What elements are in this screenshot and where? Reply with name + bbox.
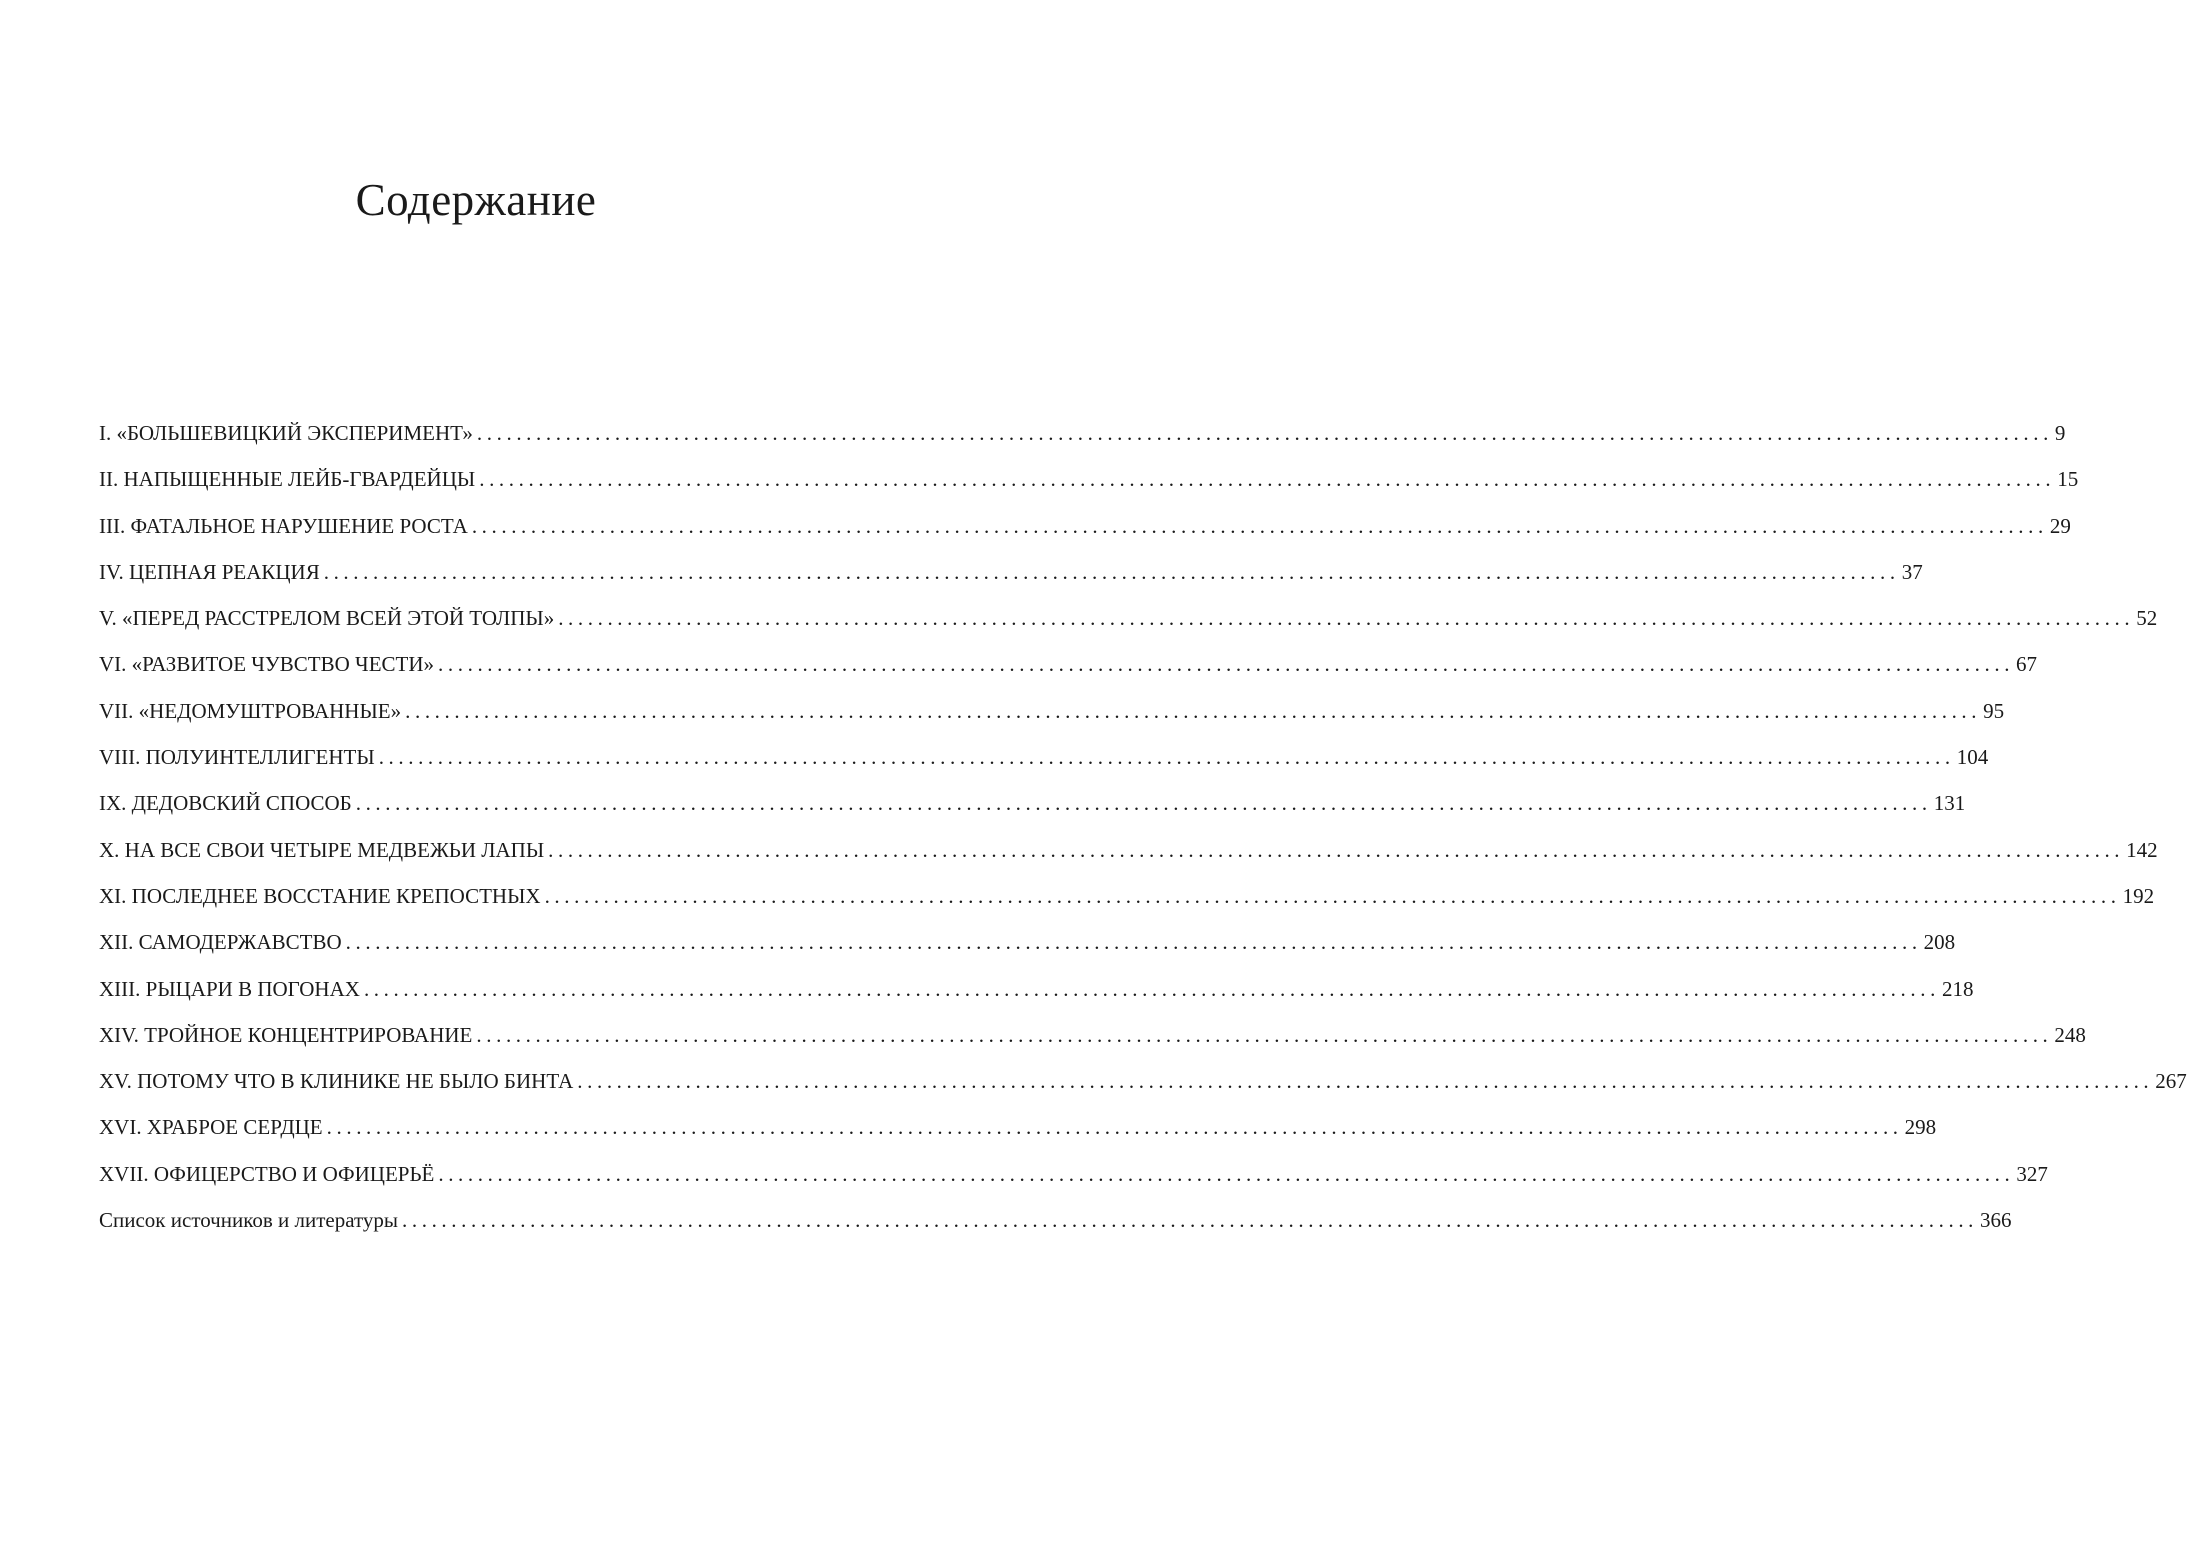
toc-entry-page: 192: [2122, 883, 2155, 908]
toc-entry: [99, 1156, 2048, 1202]
toc-entry-title: III. ФАТАЛЬНОЕ НАРУШЕНИЕ РОСТА: [99, 513, 468, 538]
toc-entry-title: XVII. ОФИЦЕРСТВО И ОФИЦЕРЬЁ: [99, 1161, 435, 1186]
toc-entry-title: V. «ПЕРЕД РАССТРЕЛОМ ВСЕЙ ЭТОЙ ТОЛПЫ»: [99, 606, 555, 631]
toc-entry-title: XI. ПОСЛЕДНЕЕ ВОССТАНИЕ КРЕПОСТНЫХ: [99, 883, 541, 908]
toc-entry-page: 67: [2016, 652, 2038, 677]
dot-leader: ................................................................................................................................................................: [402, 1208, 1979, 1233]
toc-entry-title: IX. ДЕДОВСКИЙ СПОСОБ: [99, 791, 352, 816]
dot-leader: ................................................................................................................................................................: [405, 698, 1982, 723]
toc-entry-page: 248: [2054, 1022, 2086, 1047]
toc-entry: [99, 739, 1989, 785]
dot-leader: ................................................................................................................................................................: [345, 930, 1922, 955]
toc-entry-title: XII. САМОДЕРЖАВСТВО: [99, 930, 342, 955]
dot-leader: ................................................................................................................................................................: [378, 745, 1955, 770]
toc-entry: [99, 924, 1956, 970]
toc-entry-title: VII. «НЕДОМУШТРОВАННЫЕ»: [99, 698, 402, 723]
toc-entry: [99, 461, 2079, 507]
toc-entry: [99, 1017, 2086, 1063]
toc-entry: [99, 646, 2038, 692]
dot-leader: ................................................................................................................................................................: [438, 1161, 2015, 1186]
toc-entry-page: 267: [2155, 1069, 2187, 1094]
toc-entry-title: Список источников и литературы: [99, 1208, 399, 1233]
dot-leader: ................................................................................................................................................................: [438, 652, 2015, 677]
toc-entry-page: 131: [1933, 791, 1966, 816]
dot-leader: ................................................................................................................................................................: [476, 1022, 2053, 1047]
toc-entry: [99, 971, 1974, 1017]
dot-leader: ................................................................................................................................................................: [548, 837, 2125, 862]
dot-leader: ................................................................................................................................................................: [355, 791, 1932, 816]
dot-leader: ................................................................................................................................................................: [323, 559, 1900, 584]
dot-leader: ................................................................................................................................................................: [479, 467, 2056, 492]
toc-entry-page: 9: [2054, 421, 2066, 445]
toc-entry: [99, 508, 2071, 554]
toc-entry-title: IV. ЦЕПНАЯ РЕАКЦИЯ: [99, 559, 320, 584]
table-of-contents: [99, 415, 2187, 1248]
toc-entry-title: XV. ПОТОМУ ЧТО В КЛИНИКЕ НЕ БЫЛО БИНТА: [99, 1069, 574, 1094]
toc-entry-title: X. НА ВСЕ СВОИ ЧЕТЫРЕ МЕДВЕЖЬИ ЛАПЫ: [99, 837, 545, 862]
toc-entry-page: 327: [2016, 1161, 2048, 1186]
toc-entry-page: 366: [1980, 1208, 2012, 1233]
dot-leader: ................................................................................................................................................................: [326, 1115, 1903, 1140]
toc-entry-title: II. НАПЫЩЕННЫЕ ЛЕЙБ-ГВАРДЕЙЦЫ: [99, 467, 476, 492]
toc-entry-page: 208: [1923, 930, 1956, 955]
toc-entry: [99, 1109, 1937, 1155]
dot-leader: ................................................................................................................................................................: [544, 883, 2121, 908]
toc-entry: [99, 1063, 2187, 1109]
dot-leader: ................................................................................................................................................................: [363, 976, 1940, 1001]
toc-entry-page: 52: [2136, 606, 2158, 631]
toc-entry: [99, 554, 1923, 600]
toc-entry-title: XVI. ХРАБРОЕ СЕРДЦЕ: [99, 1115, 323, 1140]
toc-entry: [99, 785, 1966, 831]
toc-entry-page: 37: [1901, 559, 1923, 584]
toc-entry-page: 29: [2049, 513, 2071, 538]
toc-entry-page: 298: [1904, 1115, 1937, 1140]
toc-entry: [99, 415, 2066, 461]
page-title: Содержание: [355, 175, 597, 225]
toc-entry: [99, 878, 2155, 924]
toc-entry: [99, 832, 2158, 878]
toc-entry-title: XIII. РЫЦАРИ В ПОГОНАХ: [99, 976, 360, 1001]
toc-entry-title: I. «БОЛЬШЕВИЦКИЙ ЭКСПЕРИМЕНТ»: [99, 421, 473, 445]
toc-entry-page: 142: [2126, 837, 2158, 862]
toc-entry-page: 15: [2057, 467, 2079, 492]
dot-leader: ................................................................................................................................................................: [476, 421, 2053, 445]
toc-entry-title: XIV. ТРОЙНОЕ КОНЦЕНТРИРОВАНИЕ: [99, 1022, 473, 1047]
toc-entry: [99, 600, 2158, 646]
toc-entry: [99, 1202, 2012, 1248]
toc-entry-title: VI. «РАЗВИТОЕ ЧУВСТВО ЧЕСТИ»: [99, 652, 435, 677]
toc-entry-page: 104: [1956, 745, 1989, 770]
toc-entry-title: VIII. ПОЛУИНТЕЛЛИГЕНТЫ: [99, 745, 375, 770]
toc-entry-page: 95: [1983, 698, 2005, 723]
dot-leader: ................................................................................................................................................................: [558, 606, 2135, 631]
toc-entry-page: 218: [1941, 976, 1974, 1001]
dot-leader: ................................................................................................................................................................: [577, 1069, 2154, 1094]
dot-leader: ................................................................................................................................................................: [471, 513, 2048, 538]
toc-entry: [99, 693, 2005, 739]
